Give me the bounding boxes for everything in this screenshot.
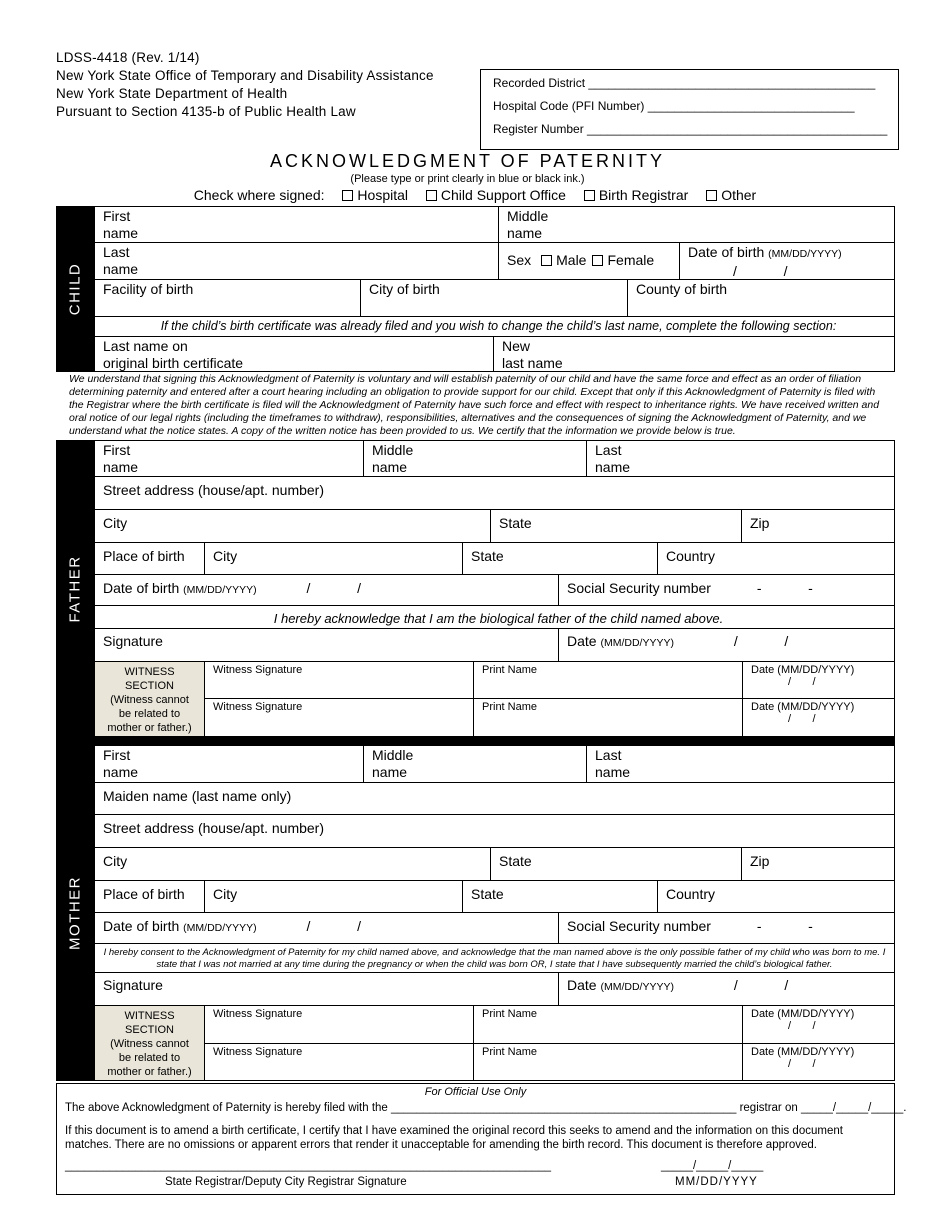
father-witness1-print-name[interactable]: Print Name [473, 661, 743, 699]
dob-label: Date of birth [103, 580, 180, 596]
father-witness-section-label: WITNESS SECTION (Witness cannot be related to mother or father.) [94, 661, 205, 737]
mother-maiden-name[interactable]: Maiden name (last name only) [94, 782, 895, 815]
mother-dob[interactable] [94, 912, 559, 944]
father-street-address[interactable]: Street address (house/apt. number) [94, 476, 895, 510]
sig-date-slashes: / / [733, 633, 789, 649]
child-original-last-name[interactable]: Last name on original birth certificate [94, 336, 494, 372]
ssn-label: Social Security number [567, 580, 711, 596]
child-city-of-birth[interactable]: City of birth [360, 279, 628, 317]
father-sidebar [56, 440, 94, 737]
father-zip[interactable]: Zip [741, 509, 895, 543]
ssn-dashes: - - [756, 580, 813, 596]
dob-format: (MM/DD/YYYY) [183, 922, 257, 934]
mother-statement: I hereby consent to the Acknowledgment of Paternity for my child named above, and acknowledge that the man named above is the only possible father of my child who was born to me. I state that I was not married at any time during the pregnancy or when the child was born OR, I state that I have subsequently married the child’s biological father. [94, 943, 895, 973]
registrar-signature-label: State Registrar/Deputy City Registrar Signature [165, 1176, 407, 1188]
page-subtitle: (Please type or print clearly in blue or black ink.) [350, 173, 585, 185]
check-where-label: Check where signed: [193, 187, 325, 203]
dob-slashes: / / [733, 263, 788, 279]
sig-date-label: Date [567, 977, 597, 993]
mother-signature[interactable]: Signature [94, 972, 559, 1006]
ssn-label: Social Security number [567, 918, 711, 934]
child-side-label: CHILD [66, 262, 84, 316]
agency-otda: New York State Office of Temporary and Disability Assistance [56, 68, 434, 83]
father-place-of-birth-label: Place of birth [94, 542, 205, 575]
sig-date-format: (MM/DD/YYYY) [600, 981, 674, 993]
witness-date-slashes: / / [788, 1058, 816, 1070]
child-last-name[interactable]: Last name [94, 242, 499, 280]
witness-date-slashes: / / [788, 676, 816, 688]
father-statement: I hereby acknowledge that I am the biological father of the child named above. [94, 605, 895, 629]
father-state[interactable]: State [490, 509, 742, 543]
father-pob-city[interactable]: City [204, 542, 463, 575]
child-new-last-name[interactable]: New last name [493, 336, 895, 372]
mother-witness1-signature[interactable]: Witness Signature [204, 1005, 474, 1044]
mother-witness2-print-name[interactable]: Print Name [473, 1043, 743, 1081]
father-last-name[interactable]: Last name [586, 440, 895, 477]
father-pob-state[interactable]: State [462, 542, 658, 575]
witness-date-label: Date (MM/DD/YYYY) [751, 664, 855, 676]
father-city[interactable]: City [94, 509, 491, 543]
child-sex [498, 242, 680, 280]
dob-label: Date of birth [103, 918, 180, 934]
form-header [56, 49, 434, 121]
child-middle-name[interactable]: Middle name [498, 206, 895, 243]
witness-date-label: Date (MM/DD/YYYY) [751, 1008, 855, 1020]
hospital-code-field[interactable]: Hospital Code (PFI Number) _______________________________ [493, 99, 855, 113]
official-date-label: MM/DD/YYYY [675, 1176, 758, 1188]
male-label: Male [556, 252, 587, 268]
recorded-district-field[interactable]: Recorded District ___________________________________________ [493, 76, 876, 90]
mother-witness-section-label: WITNESS SECTION (Witness cannot be related to mother or father.) [94, 1005, 205, 1081]
official-filed-line[interactable]: The above Acknowledgment of Paternity is hereby filed with the ______________________________________________________ registrar on _____/_____/_____. [65, 1102, 907, 1114]
official-use-section [56, 1083, 907, 1195]
official-date-line[interactable]: _____/_____/_____ [661, 1160, 764, 1172]
father-middle-name[interactable]: Middle name [363, 440, 587, 477]
mother-witness2-date[interactable] [742, 1043, 895, 1081]
ssn-dashes: - - [756, 918, 813, 934]
mother-middle-name[interactable]: Middle name [363, 745, 587, 783]
checkbox-child-support[interactable] [426, 190, 437, 201]
checkbox-hospital[interactable] [342, 190, 353, 201]
check-where-signed [0, 187, 950, 203]
father-witness1-signature[interactable]: Witness Signature [204, 661, 474, 699]
witness-date-label: Date (MM/DD/YYYY) [751, 1046, 855, 1058]
mother-zip[interactable]: Zip [741, 847, 895, 881]
registrar-signature-line[interactable]: ____________________________________________________________________________ [65, 1160, 552, 1172]
sex-label: Sex [507, 252, 532, 268]
father-witness2-print-name[interactable]: Print Name [473, 698, 743, 737]
dob-slashes: / / [306, 580, 362, 596]
mother-witness2-signature[interactable]: Witness Signature [204, 1043, 474, 1081]
mother-city[interactable]: City [94, 847, 491, 881]
father-ssn[interactable] [558, 574, 895, 606]
mother-sig-date[interactable] [558, 972, 895, 1006]
witness-date-label: Date (MM/DD/YYYY) [751, 701, 855, 713]
sig-date-slashes: / / [733, 977, 789, 993]
mother-pob-country[interactable]: Country [657, 880, 895, 913]
mother-witness1-date[interactable] [742, 1005, 895, 1044]
checkbox-male[interactable] [541, 255, 552, 266]
dob-format: (MM/DD/YYYY) [183, 584, 257, 596]
checkbox-birth-registrar[interactable] [584, 190, 595, 201]
child-sidebar [56, 206, 94, 372]
father-dob[interactable] [94, 574, 559, 606]
recorded-box [480, 69, 899, 150]
option-other: Other [721, 187, 757, 203]
child-facility-of-birth[interactable]: Facility of birth [94, 279, 361, 317]
father-first-name[interactable]: First name [94, 440, 364, 477]
child-dob[interactable] [679, 242, 895, 280]
witness-date-slashes: / / [788, 1020, 816, 1032]
father-witness1-date[interactable] [742, 661, 895, 699]
father-sig-date[interactable] [558, 628, 895, 662]
mother-first-name[interactable]: First name [94, 745, 364, 783]
law-reference: Pursuant to Section 4135-b of Public Health Law [56, 104, 356, 119]
father-witness2-date[interactable] [742, 698, 895, 737]
option-birth-registrar: Birth Registrar [598, 187, 689, 203]
mother-side-label: MOTHER [66, 876, 84, 950]
dob-slashes: / / [306, 918, 362, 934]
section-divider [56, 737, 895, 745]
child-county-of-birth[interactable]: County of birth [627, 279, 895, 317]
mother-witness1-print-name[interactable]: Print Name [473, 1005, 743, 1044]
register-number-field[interactable]: Register Number _____________________________________________ [493, 122, 888, 136]
mother-ssn[interactable] [558, 912, 895, 944]
witness-date-slashes: / / [788, 713, 816, 725]
form-id: LDSS-4418 (Rev. 1/14) [56, 50, 200, 65]
father-side-label: FATHER [66, 554, 84, 623]
dob-format: (MM/DD/YYYY) [768, 248, 842, 260]
checkbox-female[interactable] [592, 255, 603, 266]
mother-sidebar [56, 745, 94, 1081]
father-signature[interactable]: Signature [94, 628, 559, 662]
child-first-name[interactable]: First name [94, 206, 499, 243]
mother-place-of-birth-label: Place of birth [94, 880, 205, 913]
female-label: Female [607, 252, 655, 268]
acknowledgment-paragraph: We understand that signing this Acknowledgment of Paternity is voluntary and will establish paternity of our child and have the same force and effect as an order of filiation determining paternity and entered after a court hearing including an obligation to provide support for our child. Except that only if this Acknowledgment of Paternity is filed with the Registrar where the birth certificate is filed will the Acknowledgment of Paternity have such force and effect with respect to inheritance rights. We have received written and oral notice of our legal rights (including the timeframes to withdraw), responsibilities, alternatives and the consequences of signing the Acknowledgment of Paternity, and we understand what the notice states. A copy of the written notice has been provided to us. We certify that the information we provide below is true. [69, 373, 880, 437]
page-title: ACKNOWLEDGMENT OF PATERNITY [269, 151, 666, 171]
mother-pob-state[interactable]: State [462, 880, 658, 913]
mother-street-address[interactable]: Street address (house/apt. number) [94, 814, 895, 848]
mother-pob-city[interactable]: City [204, 880, 463, 913]
dob-label: Date of birth [688, 244, 765, 260]
father-pob-country[interactable]: Country [657, 542, 895, 575]
official-heading: For Official Use Only [424, 1086, 527, 1098]
father-witness2-signature[interactable]: Witness Signature [204, 698, 474, 737]
sig-date-format: (MM/DD/YYYY) [600, 637, 674, 649]
sig-date-label: Date [567, 633, 597, 649]
child-name-change-note: If the child’s birth certificate was already filed and you wish to change the child’s last name, complete the following section: [94, 316, 895, 337]
official-amend-text: If this document is to amend a birth certificate, I certify that I have examined the original record this seeks to amend and the information on this document matches. There are no omissions or apparent errors that render it unacceptable for amending the birth record. This document is therefore approved. [65, 1125, 843, 1151]
option-child-support: Child Support Office [440, 187, 566, 203]
mother-last-name[interactable]: Last name [586, 745, 895, 783]
checkbox-other[interactable] [706, 190, 717, 201]
agency-doh: New York State Department of Health [56, 86, 288, 101]
option-hospital: Hospital [357, 187, 409, 203]
mother-state[interactable]: State [490, 847, 742, 881]
